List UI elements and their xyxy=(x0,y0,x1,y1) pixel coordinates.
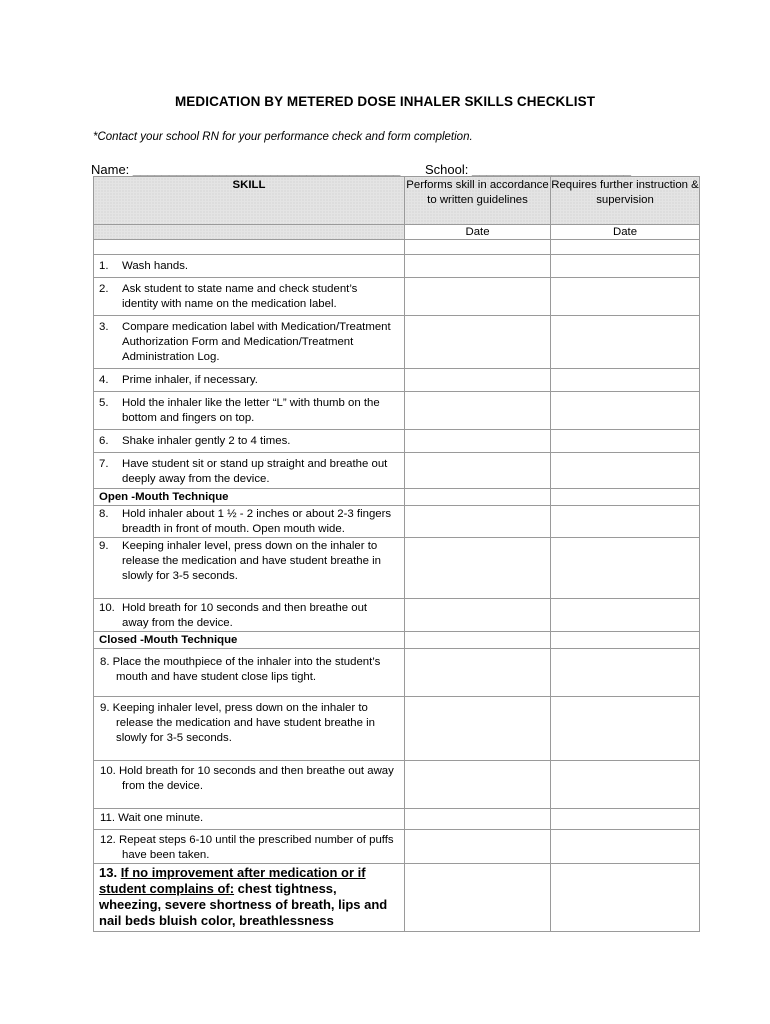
requires-check-cell[interactable] xyxy=(551,316,700,369)
requires-check-cell[interactable] xyxy=(551,255,700,278)
section-heading-cell xyxy=(94,489,405,506)
date-row-spacer xyxy=(94,225,405,240)
step-prefix: 13. xyxy=(99,865,121,880)
requires-check-cell[interactable] xyxy=(551,809,700,830)
table-row xyxy=(94,392,700,430)
skill-cell xyxy=(94,599,405,632)
performs-check-cell[interactable] xyxy=(405,599,551,632)
table-row xyxy=(94,240,700,255)
skill-cell xyxy=(94,369,405,392)
requires-check-cell[interactable] xyxy=(551,538,700,599)
table-row xyxy=(94,369,700,392)
step-text: 12. Repeat steps 6-10 until the prescribed number of puffs have been taken. xyxy=(100,834,394,861)
skill-cell xyxy=(94,278,405,316)
performs-date-label: Date xyxy=(405,225,551,240)
step-text: Shake inhaler gently 2 to 4 times. xyxy=(122,435,291,447)
step-number: 1. xyxy=(99,260,109,272)
table-header-row xyxy=(94,177,700,225)
table-row xyxy=(94,316,700,369)
step-number: 6. xyxy=(99,435,109,447)
closed-mouth-heading: Closed -Mouth Technique xyxy=(99,634,238,646)
school-field-line: School: ______________________ xyxy=(425,162,632,177)
performs-check-cell[interactable] xyxy=(405,830,551,864)
skill-cell xyxy=(94,649,405,697)
table-row xyxy=(94,864,700,932)
step-number: 2. xyxy=(99,283,109,295)
performs-check-cell[interactable] xyxy=(405,632,551,649)
step-text: Compare medication label with Medication/Treatment Authorization Form and Medication/Treatment Administration Log. xyxy=(122,321,391,363)
requires-date-label: Date xyxy=(551,225,700,240)
table-row xyxy=(94,489,700,506)
section-heading-cell xyxy=(94,632,405,649)
skill-cell xyxy=(94,761,405,809)
requires-check-cell[interactable] xyxy=(551,392,700,430)
requires-check-cell[interactable] xyxy=(551,599,700,632)
performs-check-cell[interactable] xyxy=(405,761,551,809)
table-row xyxy=(94,697,700,761)
step-text: Hold the inhaler like the letter “L” with thumb on the bottom and fingers on top. xyxy=(122,397,380,424)
skill-cell xyxy=(94,538,405,599)
table-row xyxy=(94,761,700,809)
skill-cell xyxy=(94,697,405,761)
table-row xyxy=(94,453,700,489)
performs-check-cell[interactable] xyxy=(405,392,551,430)
step-text: 8. Place the mouthpiece of the inhaler into the student’s mouth and have student close lips tight. xyxy=(100,656,381,683)
skill-cell xyxy=(94,830,405,864)
emergency-symptoms: chest tightness, wheezing, severe shortness of breath, lips and nail beds bluish color, breathlessness xyxy=(99,881,388,928)
performs-column-header: Performs skill in accordance to written guidelines xyxy=(405,177,551,225)
skills-checklist-table xyxy=(93,176,700,932)
step-number: 8. xyxy=(99,508,109,520)
skill-cell xyxy=(94,392,405,430)
page-title: MEDICATION BY METERED DOSE INHALER SKILLS CHECKLIST xyxy=(174,94,596,109)
requires-check-cell[interactable] xyxy=(551,761,700,809)
performs-check-cell[interactable] xyxy=(405,538,551,599)
performs-check-cell[interactable] xyxy=(405,278,551,316)
requires-check-cell[interactable] xyxy=(551,489,700,506)
performs-check-cell[interactable] xyxy=(405,316,551,369)
skill-cell xyxy=(94,255,405,278)
requires-check-cell[interactable] xyxy=(551,453,700,489)
requires-check-cell[interactable] xyxy=(551,697,700,761)
requires-check-cell[interactable] xyxy=(551,430,700,453)
skill-cell xyxy=(94,316,405,369)
table-row xyxy=(94,430,700,453)
requires-check-cell[interactable] xyxy=(551,240,700,255)
step-text: Hold breath for 10 seconds and then breathe out away from the device. xyxy=(122,602,368,629)
step-text: Prime inhaler, if necessary. xyxy=(122,374,258,386)
instruction-note: *Contact your school RN for your performance check and form completion. xyxy=(93,131,473,143)
requires-check-cell[interactable] xyxy=(551,864,700,932)
skill-cell xyxy=(94,430,405,453)
skill-cell xyxy=(94,809,405,830)
requires-check-cell[interactable] xyxy=(551,506,700,538)
skill-cell xyxy=(94,506,405,538)
requires-check-cell[interactable] xyxy=(551,649,700,697)
table-row xyxy=(94,599,700,632)
performs-check-cell[interactable] xyxy=(405,864,551,932)
step-text: 9. Keeping inhaler level, press down on the inhaler to release the medication and have student breathe in slowly for 3-5 seconds. xyxy=(100,702,375,744)
date-row xyxy=(94,225,700,240)
performs-check-cell[interactable] xyxy=(405,430,551,453)
table-row xyxy=(94,649,700,697)
performs-check-cell[interactable] xyxy=(405,809,551,830)
table-row xyxy=(94,632,700,649)
table-row xyxy=(94,830,700,864)
skill-cell xyxy=(94,453,405,489)
step-number: 7. xyxy=(99,458,109,470)
performs-check-cell[interactable] xyxy=(405,369,551,392)
emergency-step xyxy=(94,864,404,931)
step-text: Have student sit or stand up straight and breathe out deeply away from the device. xyxy=(122,458,388,485)
requires-check-cell[interactable] xyxy=(551,369,700,392)
performs-check-cell[interactable] xyxy=(405,697,551,761)
step-text: Wash hands. xyxy=(122,260,189,272)
requires-check-cell[interactable] xyxy=(551,830,700,864)
skill-cell xyxy=(94,864,405,932)
step-text: Ask student to state name and check student’s identity with name on the medication label. xyxy=(122,283,358,310)
requires-check-cell[interactable] xyxy=(551,632,700,649)
table-row xyxy=(94,809,700,830)
step-number: 4. xyxy=(99,374,109,386)
open-mouth-heading: Open -Mouth Technique xyxy=(99,491,229,503)
performs-check-cell[interactable] xyxy=(405,506,551,538)
step-number: 9. xyxy=(99,540,109,552)
performs-check-cell[interactable] xyxy=(405,255,551,278)
performs-check-cell[interactable] xyxy=(405,453,551,489)
step-text: Hold inhaler about 1 ½ - 2 inches or about 2-3 fingers breadth in front of mouth. Open mouth wide. xyxy=(122,508,392,535)
table-row xyxy=(94,538,700,599)
skill-column-header: SKILL xyxy=(94,177,405,225)
name-field-line: Name: _____________________________________ xyxy=(91,162,401,177)
skill-cell xyxy=(94,240,405,255)
step-number: 5. xyxy=(99,397,109,409)
step-number: 10. xyxy=(99,602,115,614)
emergency-condition: If no improvement after medication or if student complains of: xyxy=(99,865,366,896)
performs-check-cell[interactable] xyxy=(405,489,551,506)
table-row xyxy=(94,506,700,538)
step-text: 11. Wait one minute. xyxy=(100,812,204,824)
step-text: 10. Hold breath for 10 seconds and then breathe out away from the device. xyxy=(100,765,394,792)
step-text: Keeping inhaler level, press down on the inhaler to release the medication and have student breathe in slowly for 3-5 seconds. xyxy=(122,540,381,582)
table-row xyxy=(94,255,700,278)
performs-check-cell[interactable] xyxy=(405,649,551,697)
requires-column-header: Requires further instruction & supervision xyxy=(551,177,700,225)
requires-check-cell[interactable] xyxy=(551,278,700,316)
table-row xyxy=(94,278,700,316)
step-number: 3. xyxy=(99,321,109,333)
performs-check-cell[interactable] xyxy=(405,240,551,255)
